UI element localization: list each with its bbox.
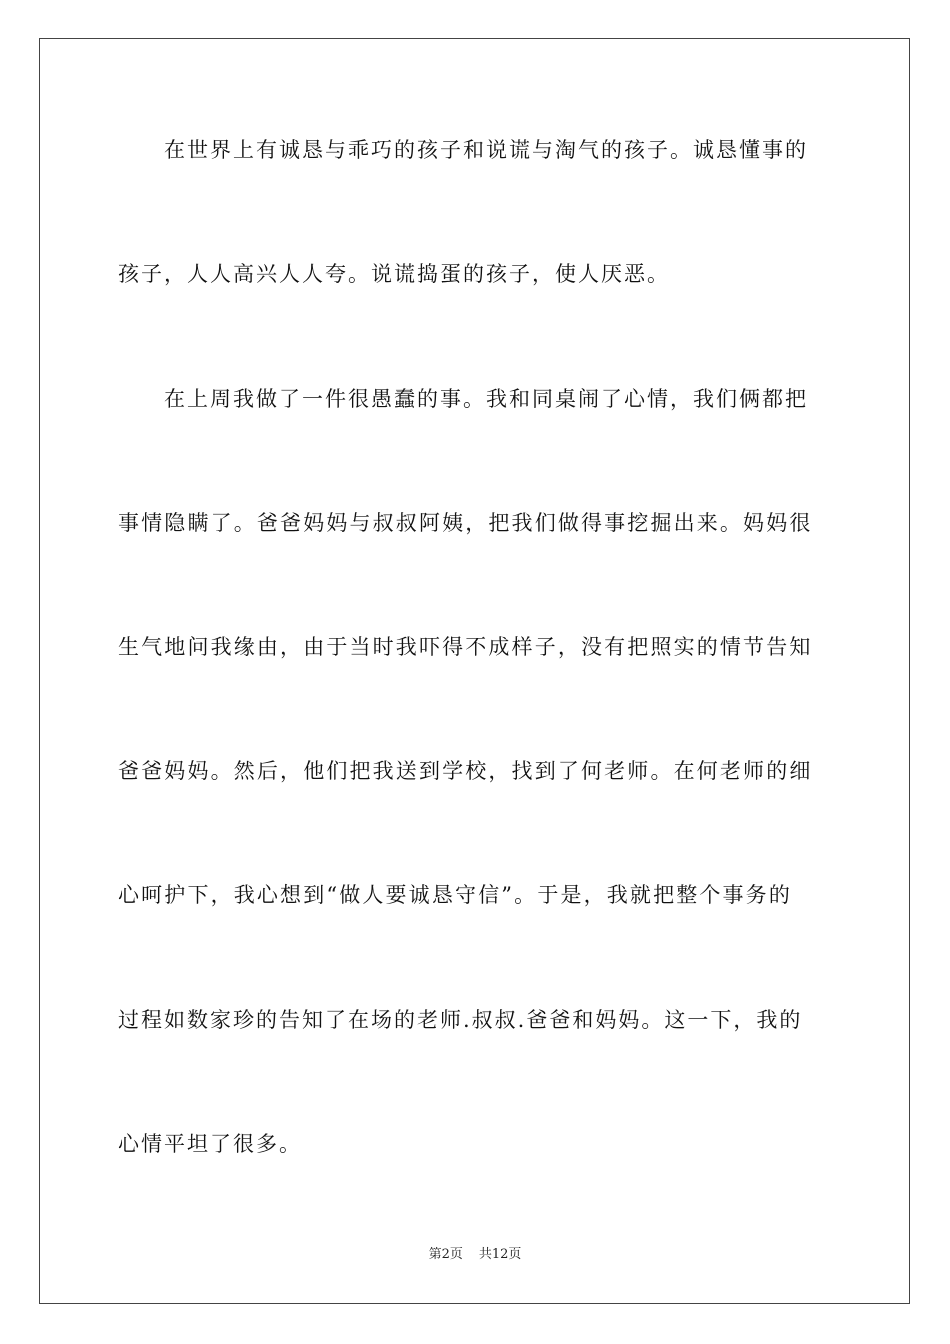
paragraph-2-line-4: 爸爸妈妈。然后，他们把我送到学校，找到了何老师。在何老师的细	[118, 759, 813, 783]
paragraph-1-line-2: 孩子，人人高兴人人夸。说谎捣蛋的孩子，使人厌恶。	[118, 262, 670, 286]
paragraph-2-line-3: 生气地问我缘由，由于当时我吓得不成样子，没有把照实的情节告知	[118, 635, 813, 659]
paragraph-2-line-5: 心呵护下，我心想到“做人要诚恳守信”。于是，我就把整个事务的	[118, 883, 792, 907]
paragraph-2-line-7: 心情平坦了很多。	[118, 1132, 302, 1156]
page-border	[39, 38, 910, 1304]
paragraph-2-line-2: 事情隐瞒了。爸爸妈妈与叔叔阿姨，把我们做得事挖掘出来。妈妈很	[118, 511, 813, 535]
paragraph-1-line-1: 在世界上有诚恳与乖巧的孩子和说谎与淘气的孩子。诚恳懂事的	[164, 138, 808, 162]
paragraph-2-line-1: 在上周我做了一件很愚蠢的事。我和同桌闹了心情，我们俩都把	[164, 387, 808, 411]
page-total: 共12页	[478, 1247, 522, 1262]
page-footer	[0, 1246, 950, 1264]
paragraph-2-line-6: 过程如数家珍的告知了在场的老师.叔叔.爸爸和妈妈。这一下，我的	[118, 1008, 803, 1032]
page-number: 第2页	[428, 1247, 463, 1262]
